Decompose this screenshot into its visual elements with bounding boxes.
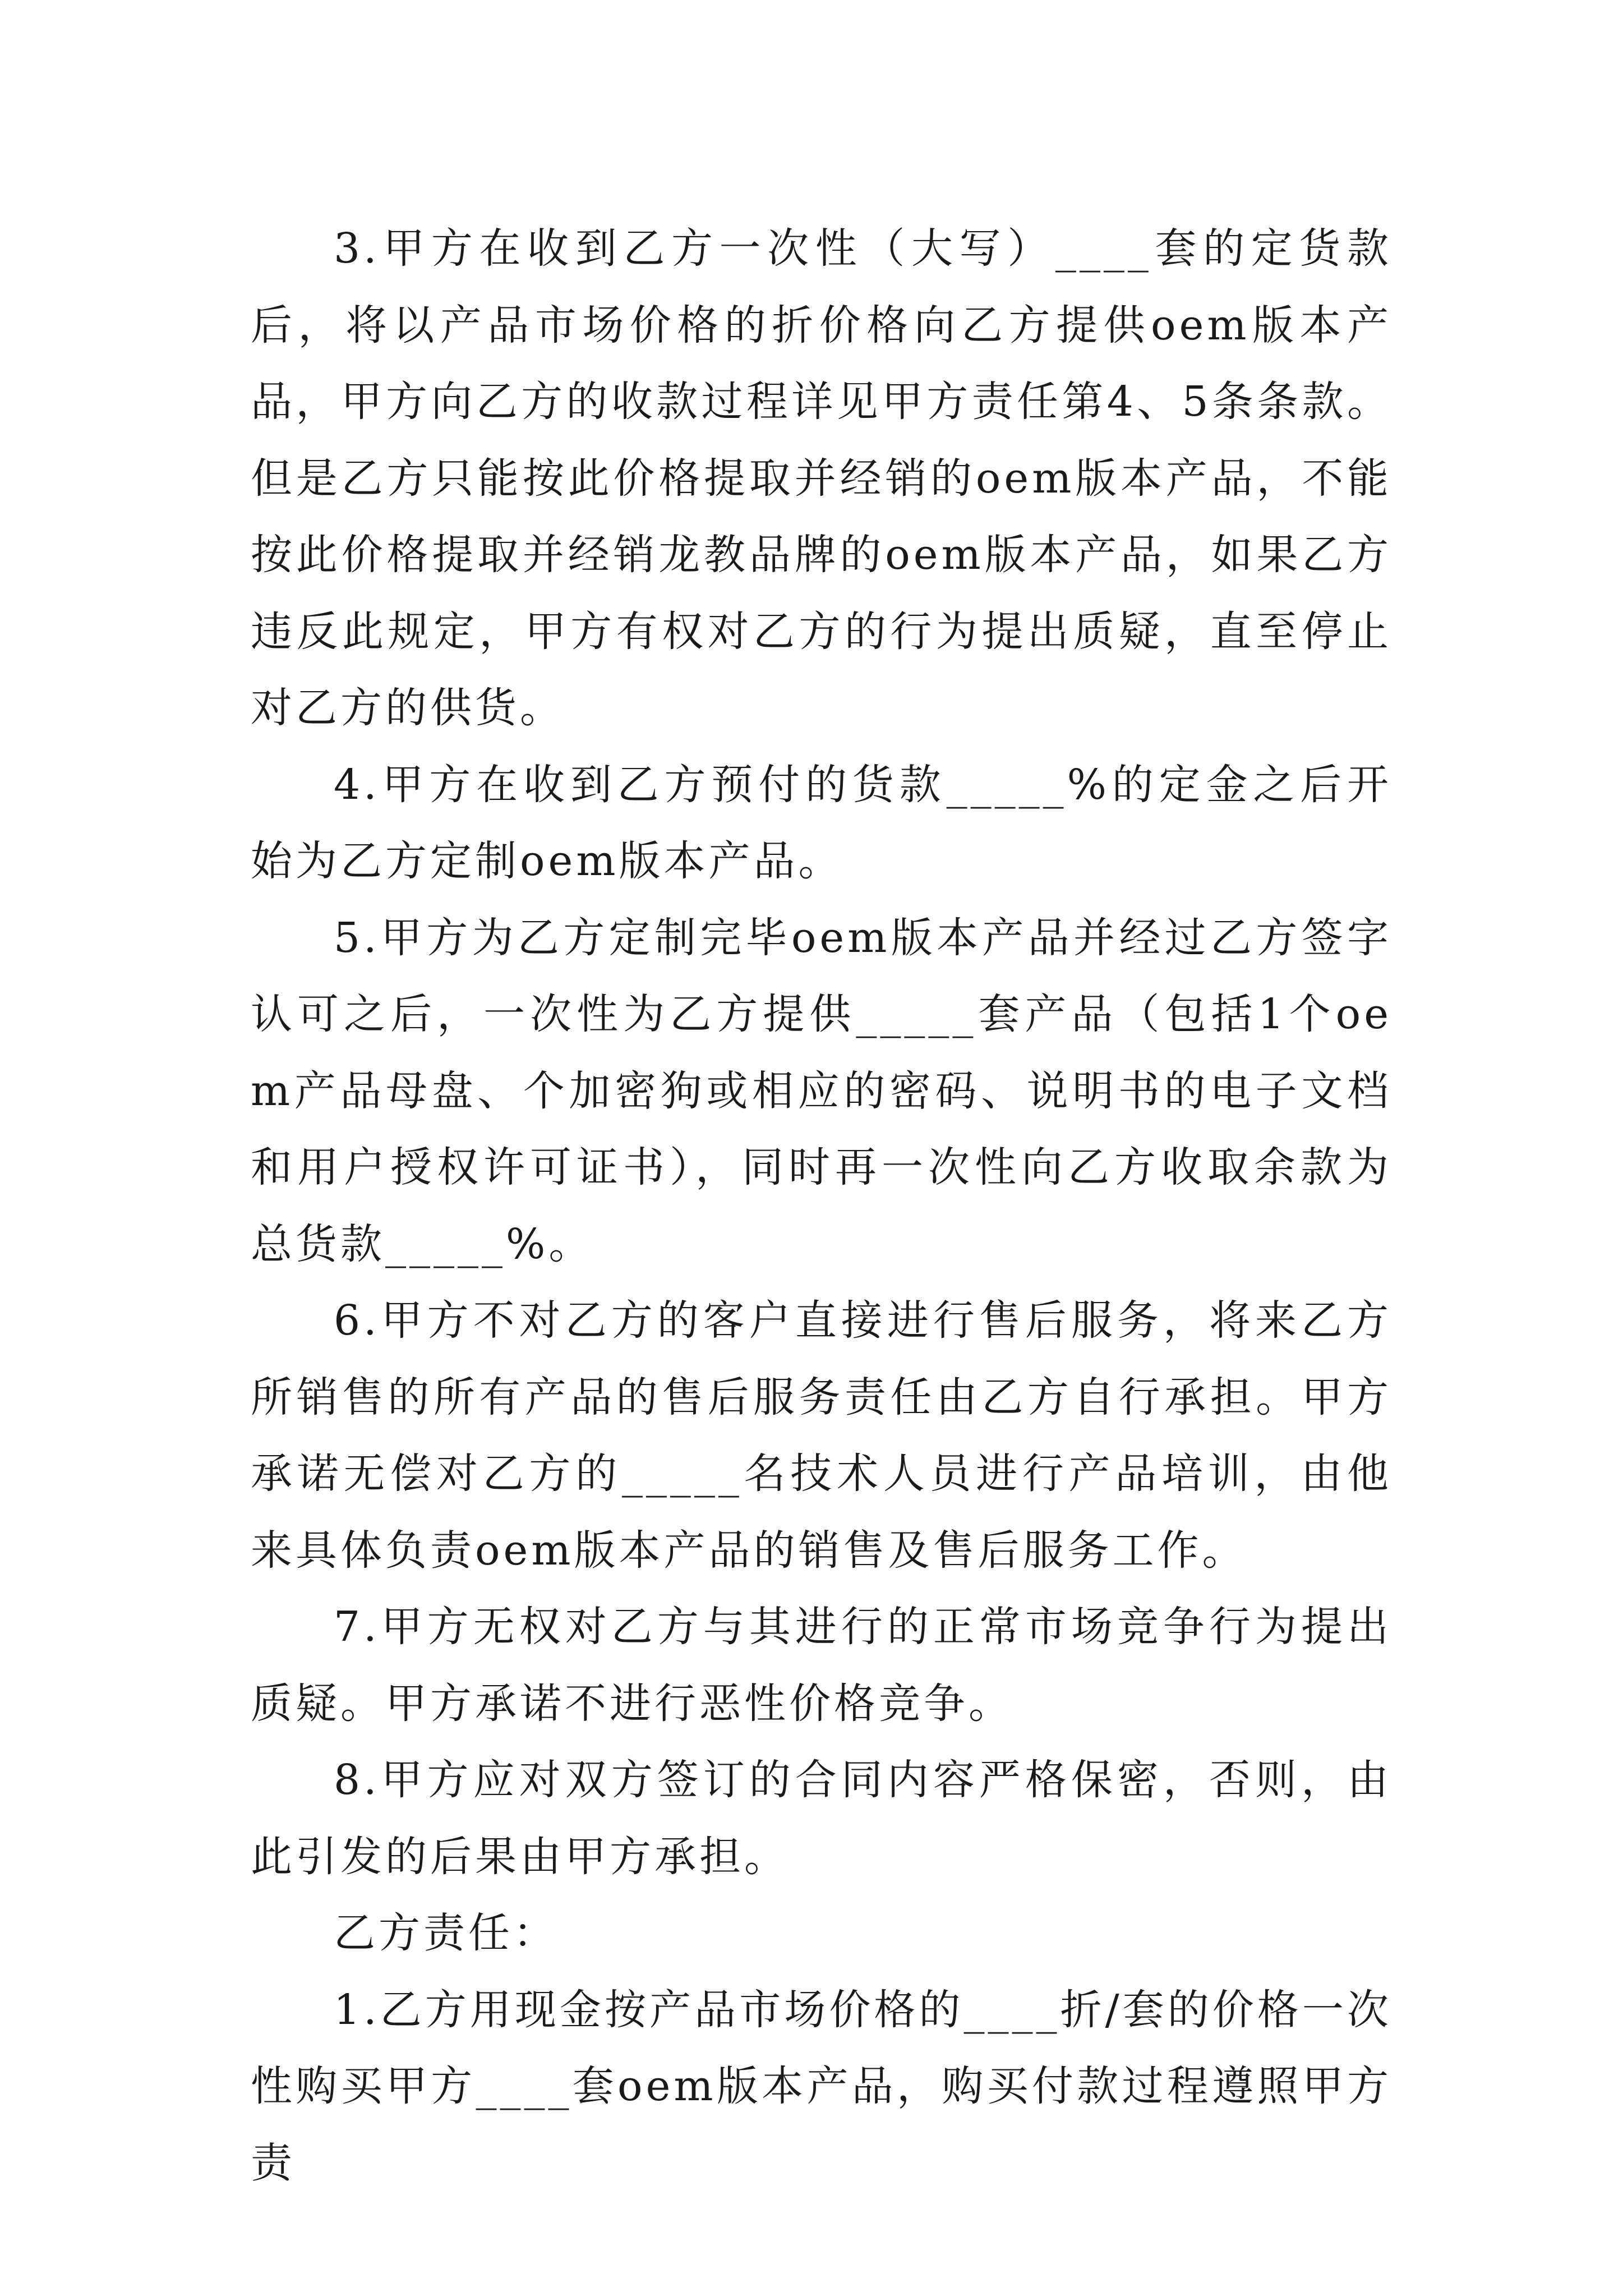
paragraph-clause-5: 5.甲方为乙方定制完毕oem版本产品并经过乙方签字认可之后，一次性为乙方提供_____套产品（包括1个oem产品母盘、个加密狗或相应的密码、说明书的电子文档和用户授权许可证书），同时再一次性向乙方收取余款为总货款_____%。 [251,913,1392,1268]
paragraph-party-b-clause-1: 1.乙方用现金按产品市场价格的____折/套的价格一次性购买甲方____套oem版本产品，购买付款过程遵照甲方责 [251,1985,1392,2187]
paragraph-clause-8: 8.甲方应对双方签订的合同内容严格保密，否则，由此引发的后果由甲方承担。 [251,1756,1392,1881]
paragraph-clause-7: 7.甲方无权对乙方与其进行的正常市场竞争行为提出质疑。甲方承诺不进行恶性价格竞争。 [251,1603,1392,1728]
section-heading-party-b-responsibilities: 乙方责任： [334,1909,558,1957]
paragraph-clause-4: 4.甲方在收到乙方预付的货款_____%的定金之后开始为乙方定制oem版本产品。 [251,760,1392,885]
document-body [251,210,1392,2201]
paragraph-clause-6: 6.甲方不对乙方的客户直接进行售后服务，将来乙方所销售的所有产品的售后服务责任由乙方自行承担。甲方承诺无偿对乙方的_____名技术人员进行产品培训，由他来具体负责oem版本产品的销售及售后服务工作。 [251,1296,1392,1575]
paragraph-clause-3: 3.甲方在收到乙方一次性（大写）____套的定货款后，将以产品市场价格的折价格向乙方提供oem版本产品，甲方向乙方的收款过程详见甲方责任第4、5条条款。但是乙方只能按此价格提取并经销的oem版本产品，不能按此价格提取并经销龙教品牌的oem版本产品，如果乙方违反此规定，甲方有权对乙方的行为提出质疑，直至停止对乙方的供货。 [251,224,1392,732]
